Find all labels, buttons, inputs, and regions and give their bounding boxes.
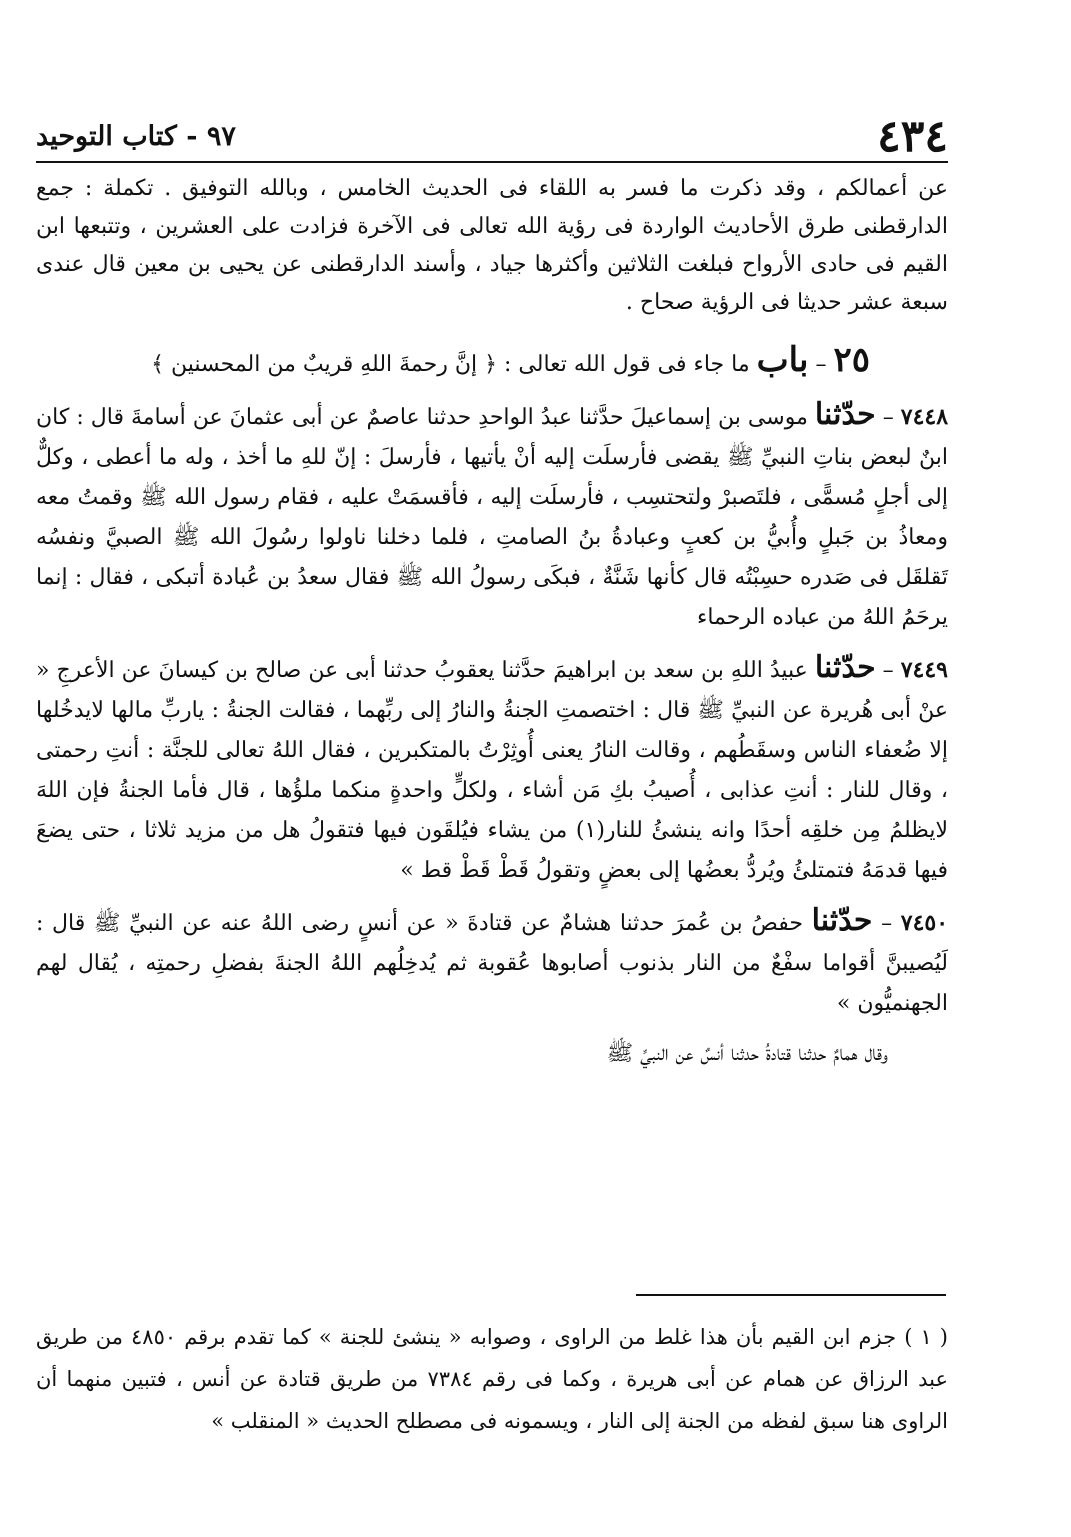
- chapter-number: ٢٥: [833, 340, 870, 380]
- hadith-text: حفصُ بن عُمرَ حدثنا هشامٌ عن قتادةَ « عن أنسٍ رضى اللهُ عنه عن النبيِّ ﷺ قال : لَيُصيبنَّ أقواما سفْعٌ من النار بذنوب أصابوها عُقوبة ثم يُدخِلُهم اللهُ الجنةَ بفضلِ رحمتِه ، يُقال لهم الجهنميُّون »: [36, 911, 948, 1016]
- hadith-number: ٧٤٥٠: [900, 910, 949, 936]
- hadith-dash: –: [875, 658, 894, 683]
- header-rule: [36, 161, 948, 163]
- hadith-number: ٧٤٤٩: [900, 657, 948, 683]
- haddathana-word: حدّثنا: [814, 650, 876, 685]
- haddathana-word: حدّثنا: [814, 397, 876, 432]
- hadith-dash: –: [875, 405, 894, 430]
- hadith-dash: –: [872, 911, 893, 936]
- chapter-dash: –: [808, 352, 827, 377]
- page-header: [36, 112, 948, 162]
- hadith-number: ٧٤٤٨: [900, 404, 949, 430]
- hadith-7450: [36, 901, 948, 1024]
- footnote-text: ( ١ ) جزم ابن القيم بأن هذا غلط من الراوى ، وصوابه « ينشئ للجنة » كما تقدم برقم ٤٨٥٠ من طريق عبد الرزاق عن همام عن أبى هريرة ، وكما فى رقم ٧٣٨٤ من طريق قتادة عن أنس ، فتبين منهما أن الراوى هنا سبق لفظه من الجنة إلى النار ، ويسمونه فى مصطلح الحديث « المنقلب »: [36, 1325, 948, 1433]
- chapter-word: باب: [756, 340, 809, 380]
- intro-paragraph: عن أعمالكم ، وقد ذكرت ما فسر به اللقاء فى الحديث الخامس ، وبالله التوفيق . تكملة : جمع الدارقطنى طرق الأحاديث الواردة فى رؤية الله تعالى فى الآخرة فزادت على العشرين ، وتتبعها ابن القيم فى حادى الأرواح فبلغت الثلاثين وأكثرها جياد ، وأسند الدارقطنى عن يحيى بن معين قال عندى سبعة عشر حديثا فى الرؤية صحاح .: [36, 176, 948, 315]
- hadith-text: موسى بن إسماعيلَ حدَّثنا عبدُ الواحدِ حدثنا عاصمٌ عن أبى عثمانَ عن أسامةَ قال : كان ابنٌ لبعض بناتِ النبيِّ ﷺ يقضى فأرسلَت إليه أنْ يأتيها ، فأرسلَ : إنّ للهِ ما أخذ ، وله ما أعطى ، وكلٌّ إلى أجلٍ مُسمًّى ، فلتَصبرْ ولتحتسِب ، فأرسلَت إليه ، فأقسمَتْ عليه ، فقام رسول الله ﷺ وقمتُ معه ومعاذُ بن جَبلٍ وأُبيُّ بن كعبٍ وعبادةُ بنُ الصامتِ ، فلما دخلنا ناولوا رسُولَ الله ﷺ الصبيَّ ونفسُه تَقلقَل فى صَدره حسِبْتُه قال كأنها شَنَّةٌ ، فبكَى رسولُ الله ﷺ فقال سعدُ بن عُبادة أتبكى ، فقال : إنما يرحَمُ اللهُ من عباده الرحماء: [36, 405, 948, 630]
- main-text: [36, 170, 948, 1074]
- footnote: [36, 1316, 948, 1442]
- chapter-title: ما جاء فى قول الله تعالى : ﴿ إنَّ رحمةَ اللهِ قريبٌ من المحسنين ﴾: [151, 352, 750, 377]
- page-number: ٤٣٤: [877, 111, 948, 162]
- hadith-7449: [36, 648, 948, 891]
- haddathana-word: حدّثنا: [811, 903, 873, 938]
- closing-line: وقال همامٌ حدثنا قتادةُ حدثنا أنسٌ عن النبيِّ ﷺ: [606, 1041, 888, 1066]
- chapter-heading: [36, 340, 948, 385]
- hadith-text: عبيدُ اللهِ بن سعد بن ابراهيمَ حدَّثنا يعقوبُ حدثنا أبى عن صالح بن كيسانَ عن الأعرجِ « عنْ أبى هُريرة عن النبيِّ ﷺ قال : اختصمتِ الجنةُ والنارُ إلى ربِّهما ، فقالت الجنةُ : ياربِّ مالها لايدخُلها إلا ضُعفاء الناس وسقَطُهم ، وقالت النارُ يعنى أُوثِرْتُ بالمتكبرين ، فقال اللهُ تعالى للجنَّة : أنتِ رحمتى ، وقال للنار : أنتِ عذابى ، أُصيبُ بكِ مَن أشاء ، ولكلٍّ واحدةٍ منكما ملؤُها ، قال فأما الجنةُ فإن اللهَ لايظلمُ مِن خلقِه أحدًا وانه ينشئُ للنار(١) من يشاء فيُلقَون فيها فتقولُ هل من مزيد ثلاثا ، حتى يضعَ فيها قدمَهُ فتمتلئُ ويُردُّ بعضُها إلى بعضٍ وتقولُ قَطْ قَطْ قط »: [36, 658, 948, 883]
- footnote-rule: [636, 1294, 946, 1296]
- book-title: ٩٧ - كتاب التوحيد: [36, 121, 236, 152]
- hadith-7448: [36, 395, 948, 638]
